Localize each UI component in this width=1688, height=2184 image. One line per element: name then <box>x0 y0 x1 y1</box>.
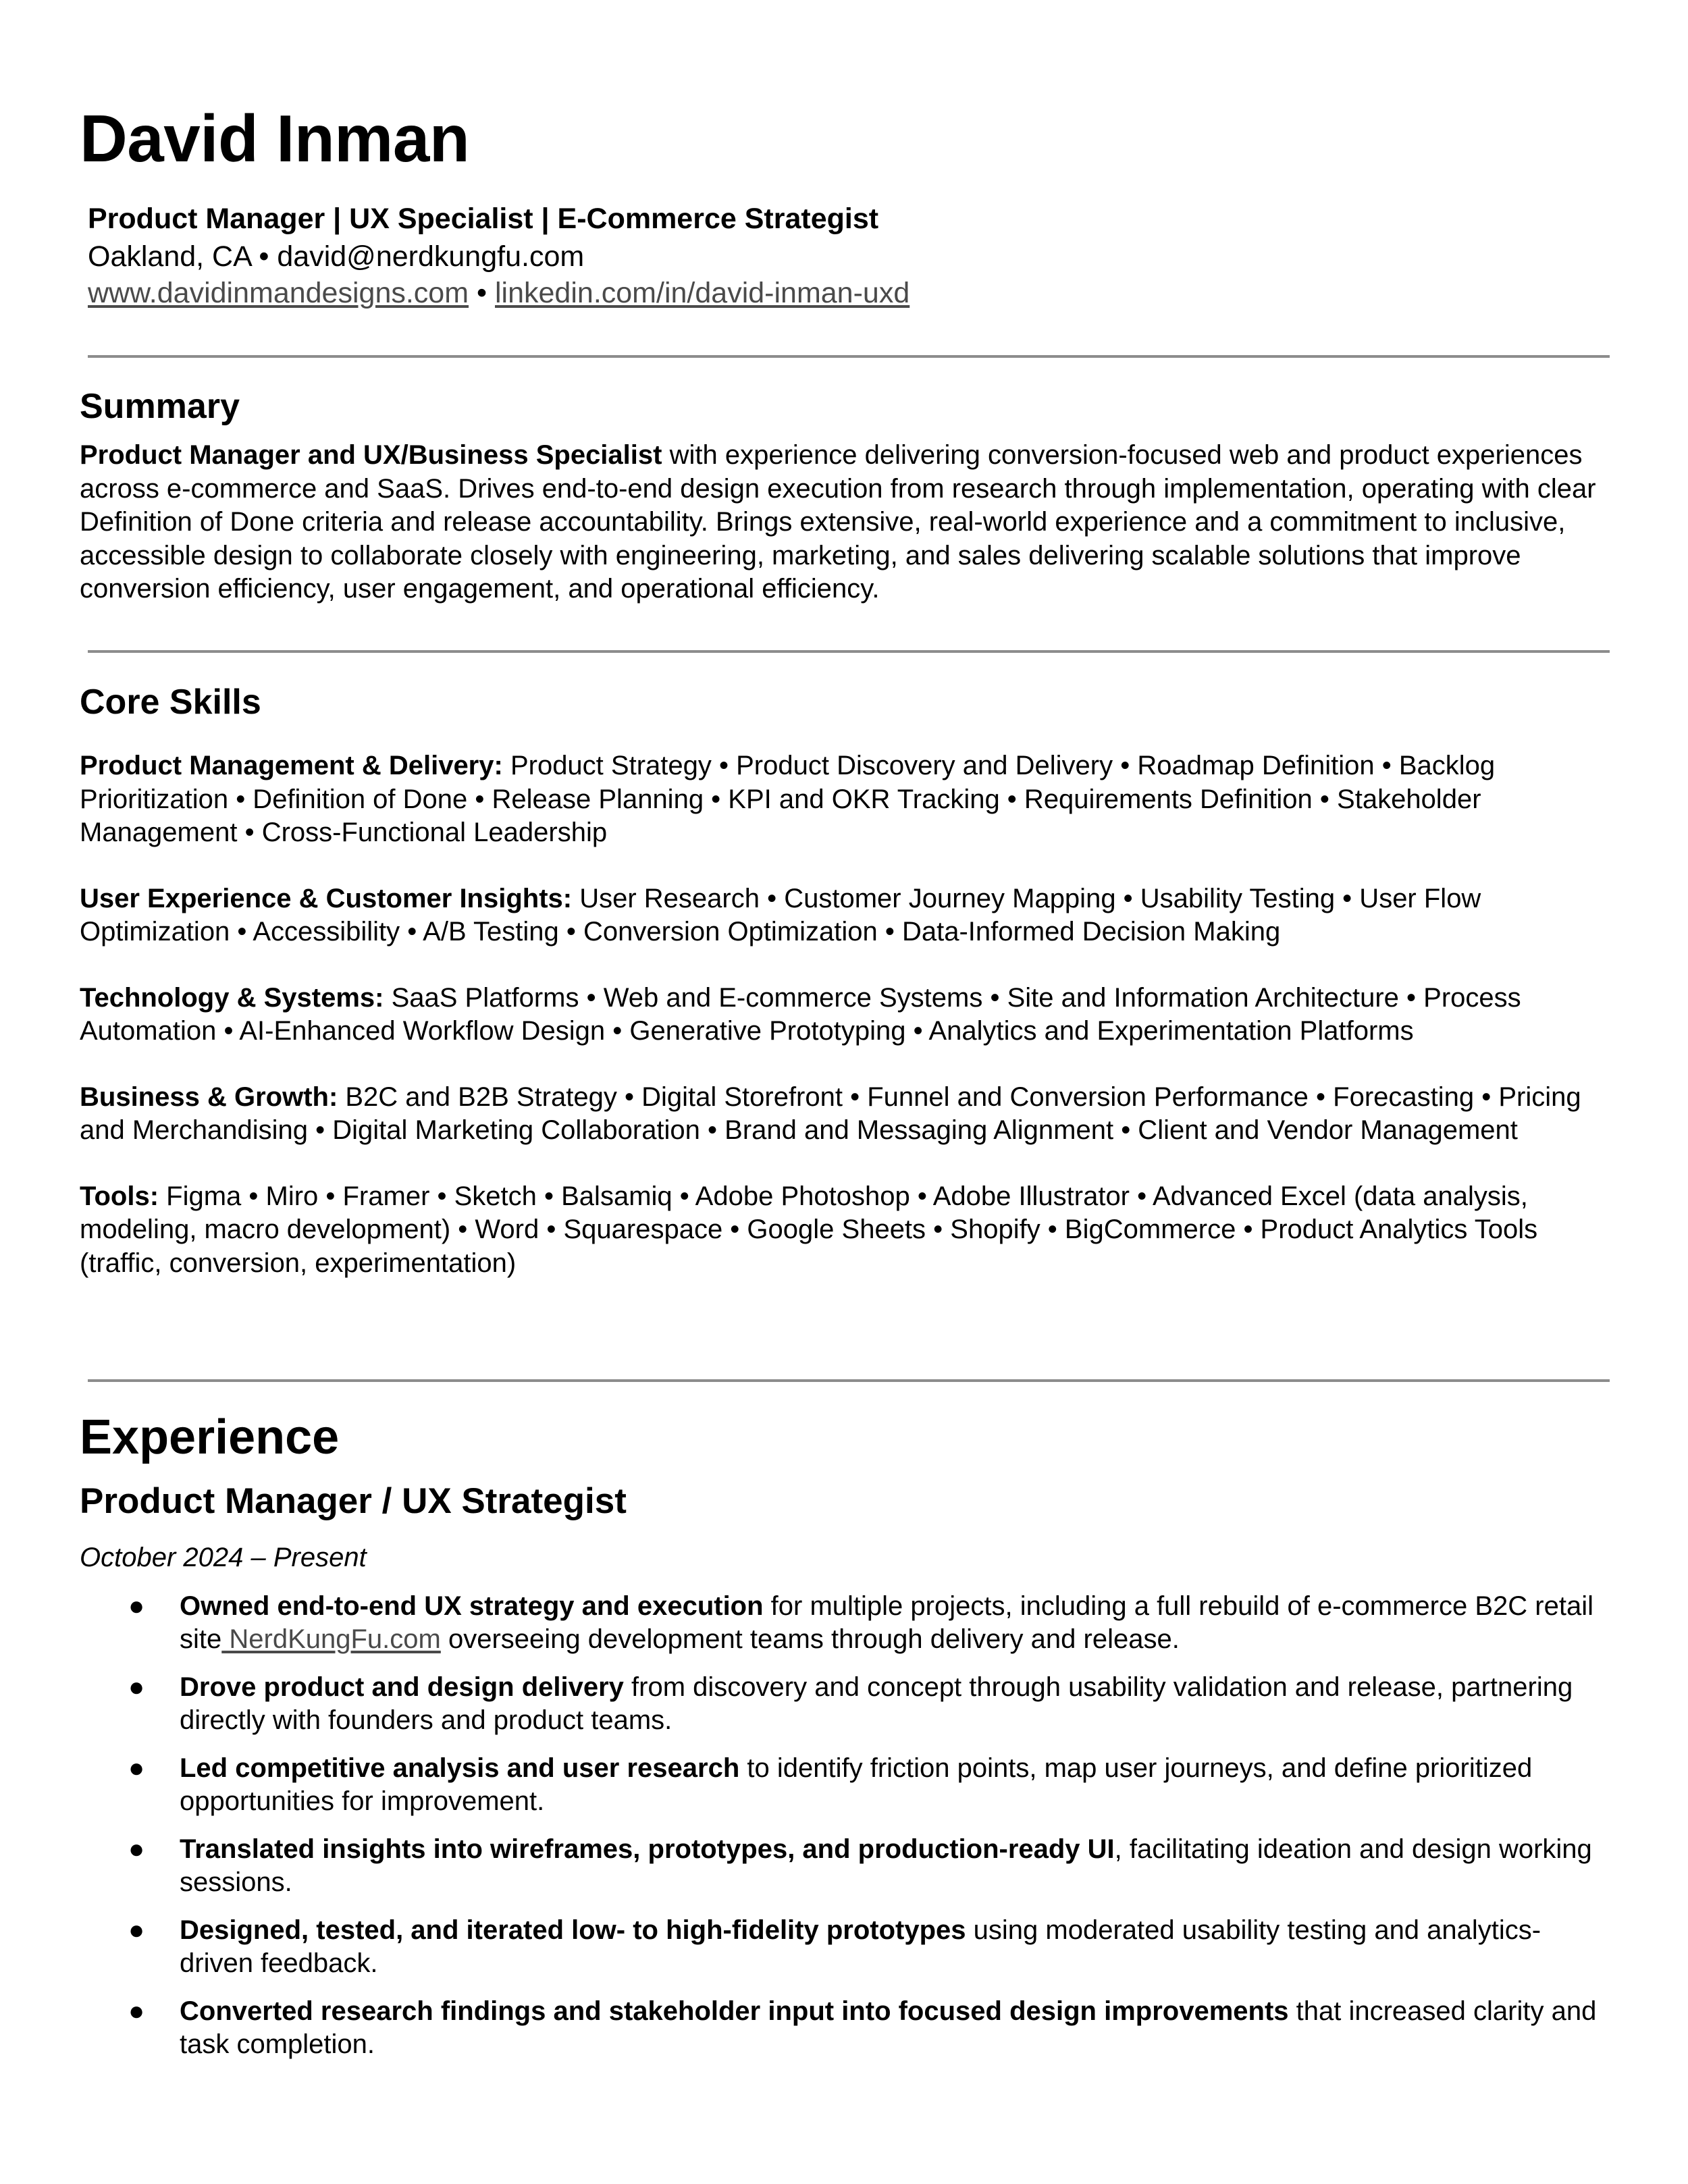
bullet-icon: ● <box>128 1834 145 1864</box>
bullet-text: for multiple projects, including a full rebuild of e-commerce B2C retail site <box>180 1591 1593 1654</box>
bullet-lead: Owned end-to-end UX strategy and execution <box>180 1591 764 1621</box>
headline-tagline: Product Manager | UX Specialist | E-Commerce Strategist <box>88 203 879 235</box>
skill-group-tools <box>80 1180 1610 1281</box>
experience-heading: Experience <box>80 1410 340 1464</box>
bullet-icon: ● <box>128 1672 145 1702</box>
summary-body: with experience delivering conversion-focused web and product experiences across e-commerce and SaaS. Drives end-to-end design execution from research through implementation, operating with clear Definition of Done criteria and release accountability. Brings extensive, real-world experience and a commitment to inclusive, accessible design to collaborate closely with engineering, marketing, and sales delivering scalable solutions that improve conversion efficiency, user engagement, and operational efficiency. <box>80 440 1596 604</box>
skill-group-technology <box>80 982 1610 1048</box>
skill-group-items: User Research • Customer Journey Mapping • Usability Testing • User Flow Optimization • Accessibility • A/B Testing • Conversion Optimization • Data-Informed Decision Making <box>80 883 1481 947</box>
bullet-icon: ● <box>128 1753 145 1783</box>
summary-lead: Product Manager and UX/Business Specialist <box>80 440 662 470</box>
list-item <box>80 1752 1610 1818</box>
skill-group-items: Product Strategy • Product Discovery and Delivery • Roadmap Definition • Backlog Prioritization • Definition of Done • Release Planning • KPI and OKR Tracking • Requirements Definition • Stakeholder Management • Cross-Functional Leadership <box>80 751 1496 847</box>
skill-group-label: Business & Growth: <box>80 1082 338 1112</box>
links-line <box>88 277 909 310</box>
bullet-text: from discovery and concept through usability validation and release, partnering directly with founders and product teams. <box>180 1672 1573 1735</box>
list-item <box>80 1590 1610 1656</box>
list-item <box>80 1995 1610 2061</box>
skills-list <box>80 749 1610 1280</box>
list-item <box>80 1833 1610 1899</box>
bullet-text-tail: overseeing development teams through delivery and release. <box>440 1624 1180 1654</box>
list-item <box>80 1671 1610 1737</box>
bullet-lead: Drove product and design delivery <box>180 1672 624 1702</box>
summary-heading: Summary <box>80 387 240 426</box>
skills-heading: Core Skills <box>80 683 261 722</box>
skill-group-label: Tools: <box>80 1181 159 1211</box>
bullet-text: that increased clarity and task completion. <box>180 1996 1597 2059</box>
skill-group-product-management <box>80 749 1610 850</box>
skill-group-items: Figma • Miro • Framer • Sketch • Balsamiq • Adobe Photoshop • Adobe Illustrator • Advanced Excel (data analysis, modeling, macro development) • Word • Squarespace • Google Sheets • Shopify • BigCommerce • Product Analytics Tools (traffic, conversion, experimentation) <box>80 1181 1538 1278</box>
bullet-text: to identify friction points, map user journeys, and define prioritized opportunities for improvement. <box>180 1753 1533 1816</box>
skill-group-label: User Experience & Customer Insights: <box>80 883 573 913</box>
candidate-name: David Inman <box>80 101 470 176</box>
website-link[interactable]: www.davidinmandesigns.com <box>88 277 469 309</box>
job-bullets <box>80 1590 1610 2076</box>
bullet-icon: ● <box>128 1915 145 1945</box>
divider <box>88 1379 1610 1382</box>
bullet-icon: ● <box>128 1591 145 1621</box>
job-dates: October 2024 – Present <box>80 1543 367 1572</box>
skill-group-user-experience <box>80 882 1610 949</box>
bullet-text: , facilitating ideation and design working sessions. <box>180 1834 1592 1897</box>
skill-group-label: Technology & Systems: <box>80 982 384 1013</box>
skill-group-items: B2C and B2B Strategy • Digital Storefront • Funnel and Conversion Performance • Forecasting • Pricing and Merchandising • Digital Marketing Collaboration • Brand and Messaging Alignment • Client and Vendor Management <box>80 1082 1581 1145</box>
email: david@nerdkungfu.com <box>277 240 585 273</box>
location: Oakland, CA <box>88 240 251 273</box>
bullet-text: using moderated usability testing and analytics-driven feedback. <box>180 1915 1541 1978</box>
skill-group-items: SaaS Platforms • Web and E-commerce Systems • Site and Information Architecture • Process Automation • AI-Enhanced Workflow Design • Generative Prototyping • Analytics and Experimentation Platforms <box>80 982 1521 1046</box>
nerdkungfu-link[interactable]: NerdKungFu.com <box>221 1624 441 1654</box>
separator: • <box>469 277 495 309</box>
summary-paragraph <box>80 439 1610 606</box>
bullet-lead: Translated insights into wireframes, prototypes, and production-ready UI <box>180 1834 1115 1864</box>
linkedin-link[interactable]: linkedin.com/in/david-inman-uxd <box>495 277 910 309</box>
separator: • <box>250 240 278 273</box>
divider <box>88 355 1610 358</box>
skill-group-business <box>80 1081 1610 1148</box>
contact-line <box>88 240 584 273</box>
divider <box>88 650 1610 653</box>
bullet-icon: ● <box>128 1996 145 2026</box>
bullet-lead: Designed, tested, and iterated low- to high-fidelity prototypes <box>180 1915 966 1945</box>
job-title: Product Manager / UX Strategist <box>80 1481 627 1521</box>
bullet-lead: Led competitive analysis and user research <box>180 1753 740 1783</box>
list-item <box>80 1914 1610 1980</box>
bullet-lead: Converted research findings and stakeholder input into focused design improvements <box>180 1996 1289 2026</box>
skill-group-label: Product Management & Delivery: <box>80 751 503 780</box>
